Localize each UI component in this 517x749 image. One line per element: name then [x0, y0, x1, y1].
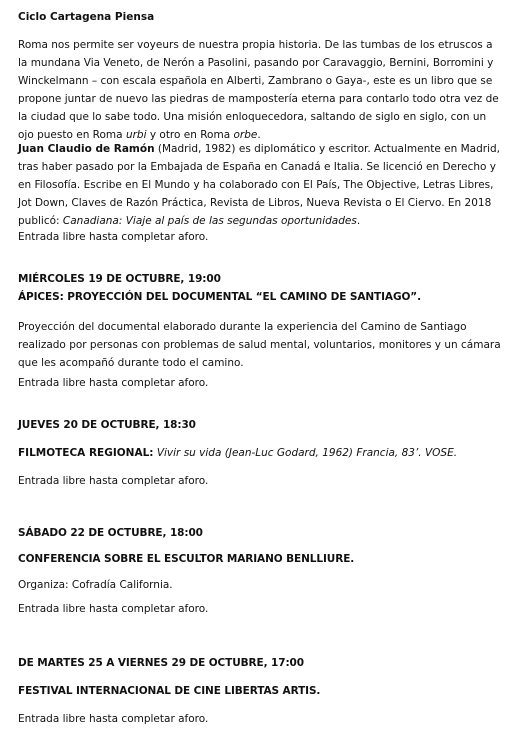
event-description: Proyección del documental elaborado durante la experiencia del Camino de Santiago realizado por personas con problemas de salud mental, voluntarios, monitores y un cámara que les acompañó durante todo el camino.: [18, 321, 501, 369]
event-date: SÁBADO 22 DE OCTUBRE, 18:00: [18, 527, 203, 539]
event-title: CONFERENCIA SOBRE EL ESCULTOR MARIANO BENLLIURE.: [18, 553, 355, 565]
entry-note: Entrada libre hasta completar aforo.: [18, 713, 209, 725]
book-description: Roma nos permite ser voyeurs de nuestra propia historia. De las tumbas de los etruscos a la mundana Via Veneto, de Nerón a Pasolini, pasando por Caravaggio, Bernini, Borromini y Winckelmann – con escala española en Alberti, Zambrano o Gaya-, este es un libro que se propone juntar de nuevo las piedras de mampostería eterna para contarlo todo otra vez de la ciudad que lo sabe todo. Una misión enloquecedora, saltando de siglo en siglo, con un ojo puesto en Roma urbi y otro en Roma orbe.: [18, 39, 499, 141]
entry-note: Entrada libre hasta completar aforo.: [18, 231, 209, 243]
event-organizer: Organiza: Cofradía California.: [18, 579, 173, 591]
event-title: ÁPICES: PROYECCIÓN DEL DOCUMENTAL “EL CAMINO DE SANTIAGO”.: [18, 291, 421, 303]
event-date: MIÉRCOLES 19 DE OCTUBRE, 19:00: [18, 273, 221, 285]
entry-note: Entrada libre hasta completar aforo.: [18, 603, 209, 615]
entry-note: Entrada libre hasta completar aforo.: [18, 475, 209, 487]
event-title: FESTIVAL INTERNACIONAL DE CINE LIBERTAS ARTIS.: [18, 685, 321, 697]
event-film: FILMOTECA REGIONAL: Vivir su vida (Jean-Luc Godard, 1962) Francia, 83’. VOSE.: [18, 447, 458, 459]
section-title: Ciclo Cartagena Piensa: [18, 11, 155, 23]
event-date: JUEVES 20 DE OCTUBRE, 18:30: [18, 419, 196, 431]
author-bio: Juan Claudio de Ramón (Madrid, 1982) es diplomático y escritor. Actualmente en Madrid, tras haber pasado por la Embajada de España en Canadá e Italia. Se licenció en Derecho y en Filosofía. Escribe en El Mundo y ha colaborado con El País, The Objective, Letras Libres, Jot Down, Claves de Razón Práctica, Revista de Libros, Nueva Revista o El Ciervo. En 2018 publicó: Canadiana: Viaje al país de las segundas oportunidades.: [18, 143, 501, 227]
event-date: DE MARTES 25 A VIERNES 29 DE OCTUBRE, 17:00: [18, 657, 304, 669]
entry-note: Entrada libre hasta completar aforo.: [18, 377, 209, 389]
